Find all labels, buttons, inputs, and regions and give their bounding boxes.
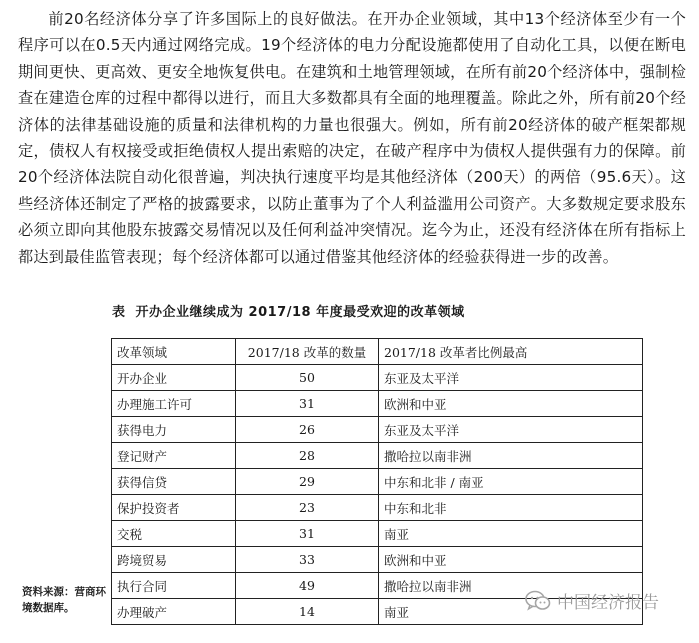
reform-table	[111, 338, 643, 625]
cell-region: 撒哈拉以南非洲	[379, 443, 643, 469]
header-count: 2017/18 改革的数量	[236, 339, 379, 365]
table-row	[112, 469, 643, 495]
table-row	[112, 417, 643, 443]
cell-region: 撒哈拉以南非洲	[379, 573, 643, 599]
cell-region: 东亚及太平洋	[379, 365, 643, 391]
cell-count: 23	[236, 495, 379, 521]
table-row	[112, 547, 643, 573]
cell-count: 49	[236, 573, 379, 599]
cell-region: 欧洲和中亚	[379, 391, 643, 417]
cell-area: 办理破产	[112, 599, 236, 625]
cell-area: 开办企业	[112, 365, 236, 391]
cell-area: 登记财产	[112, 443, 236, 469]
cell-count: 28	[236, 443, 379, 469]
cell-count: 31	[236, 391, 379, 417]
table-caption	[112, 301, 465, 320]
cell-area: 获得电力	[112, 417, 236, 443]
watermark-text: 中国经济报告	[557, 593, 659, 613]
cell-area: 办理施工许可	[112, 391, 236, 417]
body-paragraph: 前20名经济体分享了许多国际上的良好做法。在开办企业领域，其中13个经济体至少有一个程序可以在0.5天内通过网络完成。19个经济体的电力分配设施都使用了自动化工具，以便在断电期间更快、更高效、更安全地恢复供电。在建筑和土地管理领域，在所有前20个经济体中，强制检查在建造仓库的过程中都得以进行，而且大多数都具有全面的地理覆盖。除此之外，所有前20个经济体的法律基础设施的质量和法律机构的力量也很强大。例如，所有前20经济体的破产框架都规定，债权人有权接受或拒绝债权人提出索赔的决定，在破产程序中为债权人提供强有力的保障。前20个经济体法院自动化很普遍，判决执行速度平均是其他经济体（200天）的两倍（95.6天）。这些经济体还制定了严格的披露要求，以防止董事为了个人利益滥用公司资产。大多数规定要求股东必须立即向其他股东披露交易情况以及任何利益冲突情况。迄今为止，还没有经济体在所有指标上都达到最佳监管表现；每个经济体都可以通过借鉴其他经济体的经验获得进一步的改善。	[18, 10, 686, 266]
watermark	[525, 588, 659, 613]
table-row	[112, 391, 643, 417]
header-area: 改革领域	[112, 339, 236, 365]
cell-count: 29	[236, 469, 379, 495]
table-row	[112, 495, 643, 521]
cell-count: 50	[236, 365, 379, 391]
table-header-row	[112, 339, 643, 365]
source-note: 资料来源：营商环境数据库。	[22, 586, 106, 614]
table-caption-text: 开办企业继续成为 2017/18 年度最受欢迎的改革领域	[135, 305, 465, 320]
cell-area: 交税	[112, 521, 236, 547]
cell-area: 跨境贸易	[112, 547, 236, 573]
cell-count: 26	[236, 417, 379, 443]
cell-area: 保护投资者	[112, 495, 236, 521]
table-row	[112, 443, 643, 469]
cell-area: 获得信贷	[112, 469, 236, 495]
cell-count: 33	[236, 547, 379, 573]
cell-region: 中东和北非 / 南亚	[379, 469, 643, 495]
table-row	[112, 365, 643, 391]
cell-count: 14	[236, 599, 379, 625]
cell-count: 31	[236, 521, 379, 547]
cell-region: 中东和北非	[379, 495, 643, 521]
cell-region: 南亚	[379, 599, 643, 625]
table-row	[112, 521, 643, 547]
cell-region: 南亚	[379, 521, 643, 547]
table-caption-tag: 表	[112, 305, 126, 320]
cell-region: 欧洲和中亚	[379, 547, 643, 573]
cell-area: 执行合同	[112, 573, 236, 599]
cell-region: 东亚及太平洋	[379, 417, 643, 443]
wechat-icon	[525, 590, 551, 612]
header-region: 2017/18 改革者比例最高	[379, 339, 643, 365]
